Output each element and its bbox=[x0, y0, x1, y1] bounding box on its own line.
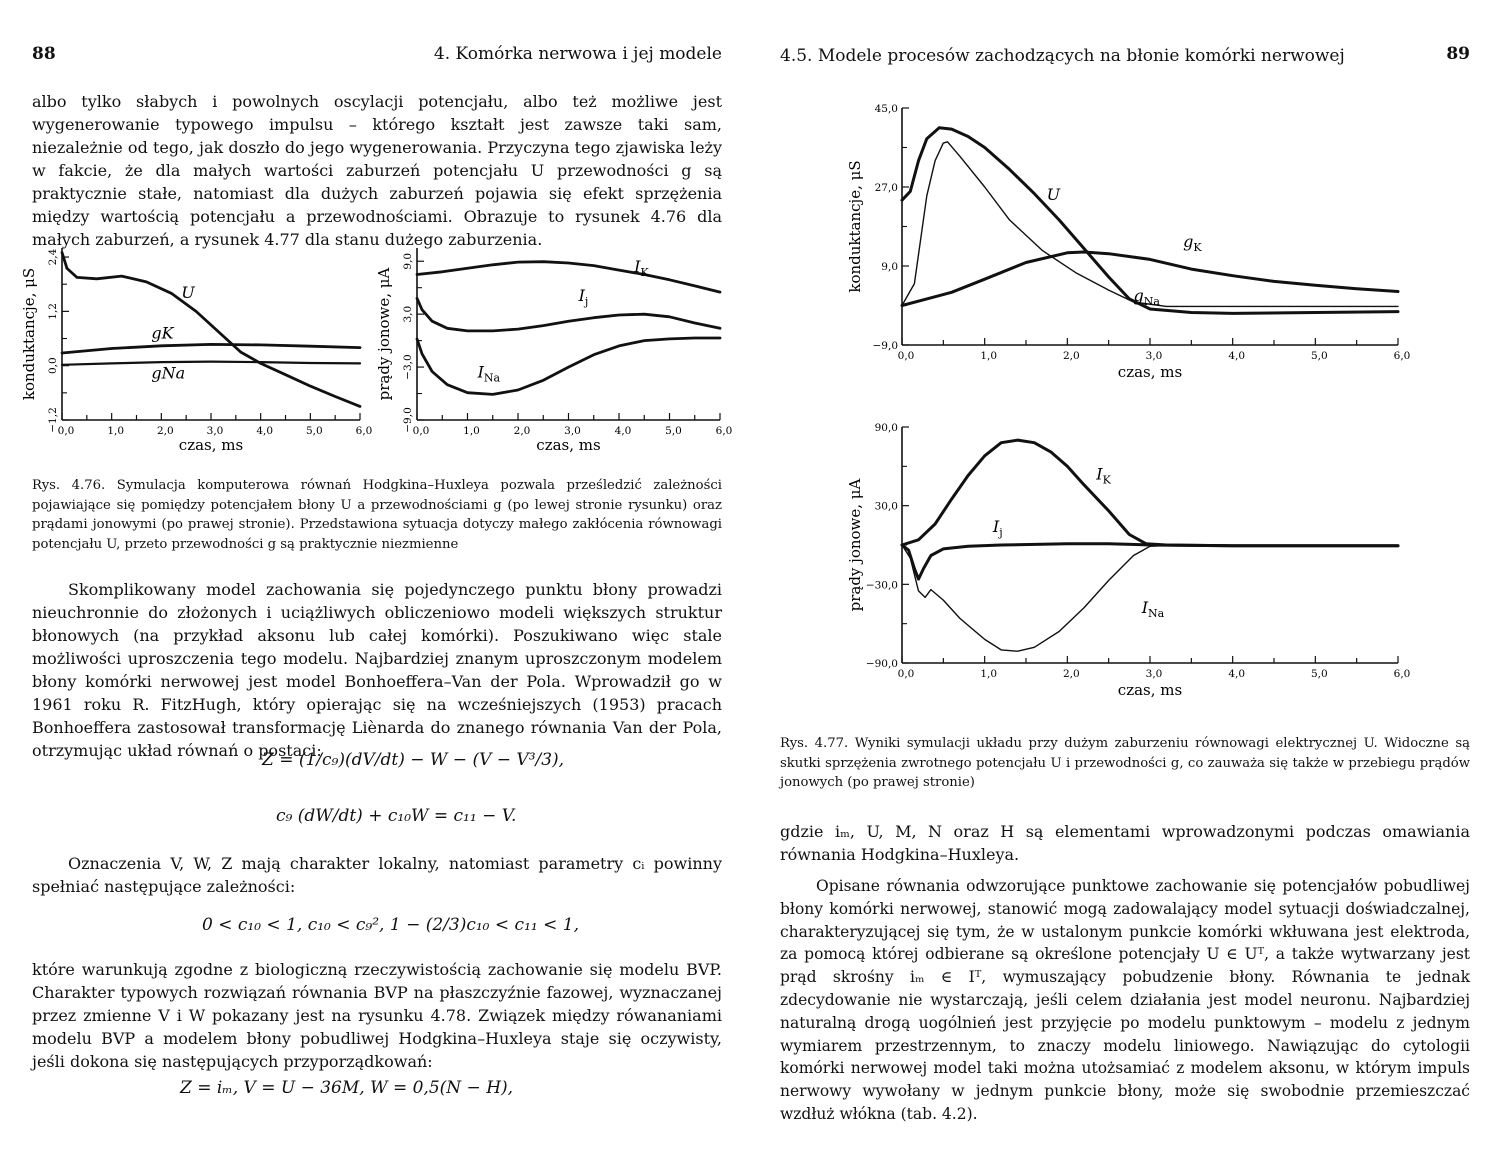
x-tick-label: 1,0 bbox=[980, 668, 998, 680]
y-tick-label: 90,0 bbox=[874, 422, 898, 434]
x-axis-label: czas, ms bbox=[1117, 681, 1183, 699]
x-axis-label: czas, ms bbox=[1117, 363, 1183, 381]
x-tick-label: 1,0 bbox=[107, 425, 125, 437]
running-head-left: 4. Komórka nerwowa i jej modele bbox=[433, 44, 722, 64]
x-tick-label: 6,0 bbox=[1393, 668, 1411, 680]
y-tick-label: 45,0 bbox=[874, 103, 898, 115]
series-line-Ij bbox=[902, 544, 1398, 579]
y-tick-label: 3,0 bbox=[402, 305, 414, 323]
x-tick-label: 1,0 bbox=[463, 425, 480, 437]
equation-z: Z = (1/c₉)(dV/dt) − W − (V − V³/3), bbox=[262, 750, 565, 770]
figure-477-top-chart bbox=[830, 90, 1430, 395]
y-tick-label: −30,0 bbox=[865, 579, 898, 592]
series-line-Ij bbox=[417, 298, 720, 331]
x-tick-label: 6,0 bbox=[715, 425, 733, 437]
series-label-U: U bbox=[181, 282, 195, 302]
series-line-INa bbox=[417, 338, 720, 394]
y-axis-label: konduktancje, μS bbox=[20, 267, 38, 401]
figure-476-caption: Rys. 4.76. Symulacja komputerowa równań Hodgkina–Huxleya pozwala prześledzić zależności pojawiające się pomiędzy potencjałem błony U a przewodnościami g (po lewej stronie rysunku) oraz prądami jonowymi (po prawej stronie). Przedstawiona sytuacja dotyczy małego zakłócenia równowagi potencjału U, przeto przewodności g są praktycznie niezmienne bbox=[32, 478, 722, 552]
y-tick-label: 30,0 bbox=[874, 500, 898, 513]
x-tick-label: 2,0 bbox=[156, 425, 174, 437]
x-tick-label: 4,0 bbox=[1228, 668, 1246, 680]
running-head-right: 4.5. Modele procesów zachodzących na błonie komórki nerwowej bbox=[780, 46, 1345, 66]
x-tick-label: 4,0 bbox=[1228, 350, 1246, 362]
paragraph-model-description: Opisane równania odwzorujące punktowe zachowanie się potencjałów pobudliwej błony komórki nerwowej, stanowić mogą zadowalający model sytuacji doświadczalnej, charakteryzującej się tym, że w ustalonym punkcie komórki wkłuwana jest elektroda, za pomocą której odbierane są określone potencjały U ∈ Uᵀ, a także wytwarzany jest prąd skrośny iₘ ∈ Iᵀ, wymuszający pobudzenie błony. Równania te jednak zdecydowanie nie wystarczają, jeśli celem działania jest model neuronu. Najbardziej naturalną drogą uogólnień jest przyjęcie po modelu punktowym – modelu z jednym wymiarem przestrzennym, to znaczy modelu liniowego. Nawiązując do cytologii komórki nerwowej model taki można utożsamiać z modelem aksonu, w którym impuls nerwowy wywołany w jednym punkcie błony, może się swobodnie przemieszczać wzdłuż włókna (tab. 4.2). bbox=[780, 877, 1470, 1123]
series-line-U bbox=[62, 253, 360, 407]
equation-mapping: Z = iₘ, V = U − 36M, W = 0,5(N − H), bbox=[180, 1078, 514, 1098]
page-number-left: 88 bbox=[32, 44, 56, 64]
x-axis-label: czas, ms bbox=[178, 436, 244, 454]
series-line-gNa bbox=[62, 362, 360, 365]
series-label-gNa: gNa bbox=[151, 363, 186, 383]
paragraph-bvp-intro: Skomplikowany model zachowania się pojedynczego punktu błony prowadzi nieuchronnie do złożonych i uciążliwych obliczeniowo modeli większych struktur błonowych (na przykład aksonu lub całej komórki). Poszukiwano więc stale możliwości uproszczenia tego modelu. Najbardziej znanym uproszczonym modelem błony komórki nerwowej jest model Bonhoeffera–Van der Pola. Wprowadził go w 1961 roku R. FitzHugh, który opierając się na wcześniejszych (1953) pracach Bonhoeffera zastosował transformację Liènarda do znanego równania Van der Pola, otrzymując układ równań o postaci: bbox=[32, 580, 722, 760]
series-label-Ij: $I_j$ bbox=[992, 516, 1003, 539]
x-tick-label: 2,0 bbox=[1062, 668, 1080, 680]
x-tick-label: 5,0 bbox=[1310, 668, 1328, 680]
series-label-INa: $I_{Na}$ bbox=[1141, 598, 1165, 621]
y-tick-label: 9,0 bbox=[881, 261, 898, 273]
equation-constraints: 0 < c₁₀ < 1, c₁₀ < c₉², 1 − (2/3)c₁₀ < c₁₁ < 1, bbox=[202, 915, 579, 935]
figure-476-right-chart bbox=[375, 238, 735, 456]
x-tick-label: 6,0 bbox=[355, 425, 373, 437]
y-tick-label: −3,0 bbox=[402, 354, 414, 380]
figure-476-left-chart bbox=[20, 238, 375, 456]
series-label-Ij: $I_j$ bbox=[578, 285, 589, 308]
x-tick-label: 0,0 bbox=[57, 425, 75, 437]
x-tick-label: 1,0 bbox=[980, 350, 998, 362]
series-label-gNa: $g_{Na}$ bbox=[1133, 286, 1160, 309]
y-tick-label: 2,4 bbox=[47, 248, 59, 266]
x-tick-label: 5,0 bbox=[1310, 350, 1328, 362]
y-axis-label: prądy jonowe, μA bbox=[375, 267, 393, 401]
x-tick-label: 4,0 bbox=[256, 425, 274, 437]
y-tick-label: 1,2 bbox=[47, 303, 59, 320]
intro-paragraph: albo tylko słabych i powolnych oscylacji potencjału, albo też możliwe jest wygenerowanie typowego impulsu – którego kształt jest zawsze taki sam, niezależnie od tego, jak doszło do jego wygenerowania. Przyczyna tego zjawiska leży w fakcie, że dla małych wartości zaburzeń potencjału U przewodności g są praktycznie stałe, natomiast dla dużych zaburzeń pojawia się efekt sprzężenia między wartością potencjału a przewodnościami. Obrazuje to rysunek 4.76 dla małych zaburzeń, a rysunek 4.77 dla stanu dużego zaburzenia. bbox=[32, 92, 722, 249]
series-line-gK bbox=[62, 344, 360, 353]
equation-w: c₉ (dW/dt) + c₁₀W = c₁₁ − V. bbox=[276, 806, 517, 826]
x-tick-label: 6,0 bbox=[1393, 350, 1411, 362]
x-tick-label: 3,0 bbox=[206, 425, 224, 437]
y-axis-label: prądy jonowe, μA bbox=[846, 478, 864, 612]
series-label-INa: $I_{Na}$ bbox=[477, 362, 501, 385]
series-label-U: U bbox=[1046, 185, 1061, 205]
y-tick-label: 9,0 bbox=[402, 252, 414, 270]
x-tick-label: 0,0 bbox=[412, 425, 430, 437]
x-tick-label: 3,0 bbox=[1145, 350, 1163, 362]
x-tick-label: 3,0 bbox=[564, 425, 581, 437]
x-tick-label: 4,0 bbox=[614, 425, 632, 437]
y-tick-label: −9,0 bbox=[402, 407, 414, 433]
series-label-gK: gK bbox=[151, 323, 174, 343]
series-line-INa bbox=[902, 545, 1398, 651]
right-page bbox=[750, 0, 1500, 1155]
series-label-gK: $g_K$ bbox=[1183, 232, 1202, 255]
x-tick-label: 2,0 bbox=[1062, 350, 1080, 362]
y-tick-label: 27,0 bbox=[874, 182, 898, 194]
y-tick-label: 0,0 bbox=[47, 357, 59, 375]
series-line-IK bbox=[417, 262, 720, 292]
x-tick-label: 0,0 bbox=[897, 350, 915, 362]
paragraph-bvp-behaviour: które warunkują zgodne z biologiczną rzeczywistością zachowanie się modelu BVP. Charakter typowych rozwiązań równania BVP na płaszczyźnie fazowej, wyznaczanej przez zmienne V i W pokazany jest na rysunku 4.78. Związek między rówananiami modelu BVP a modelem błony pobudliwej Hodgkina–Huxleya staje się oczywisty, jeśli dokona się następujących przyporządkowań: bbox=[32, 960, 722, 1071]
x-tick-label: 5,0 bbox=[305, 425, 323, 437]
paragraph-where: gdzie iₘ, U, M, N oraz H są elementami wprowadzonymi podczas omawiania równania Hodgkina–Huxleya. bbox=[780, 822, 1470, 864]
series-label-IK: $I_K$ bbox=[1096, 464, 1111, 487]
x-tick-label: 5,0 bbox=[665, 425, 682, 437]
x-tick-label: 2,0 bbox=[513, 425, 531, 437]
x-tick-label: 0,0 bbox=[897, 668, 915, 680]
figure-477-bottom-chart bbox=[830, 405, 1430, 710]
page-number-right: 89 bbox=[1446, 44, 1470, 64]
x-axis-label: czas, ms bbox=[536, 436, 601, 454]
series-line-IK bbox=[902, 440, 1398, 546]
y-tick-label: −9,0 bbox=[872, 340, 898, 352]
x-tick-label: 3,0 bbox=[1145, 668, 1163, 680]
y-axis-label: konduktancje, μS bbox=[846, 160, 864, 293]
y-tick-label: −90,0 bbox=[865, 658, 898, 670]
figure-477-caption: Rys. 4.77. Wyniki symulacji układu przy dużym zaburzeniu równowagi elektrycznej U. Widoczne są skutki sprzężenia zwrotnego potencjału U i przewodności g, co zauważa się także w przebiegu prądów jonowych (po prawej stronie) bbox=[780, 736, 1470, 790]
paragraph-notation: Oznaczenia V, W, Z mają charakter lokalny, natomiast parametry cᵢ powinny spełniać następujące zależności: bbox=[32, 854, 722, 896]
y-tick-label: −1,2 bbox=[47, 407, 59, 433]
series-label-IK: $I_K$ bbox=[634, 256, 649, 279]
